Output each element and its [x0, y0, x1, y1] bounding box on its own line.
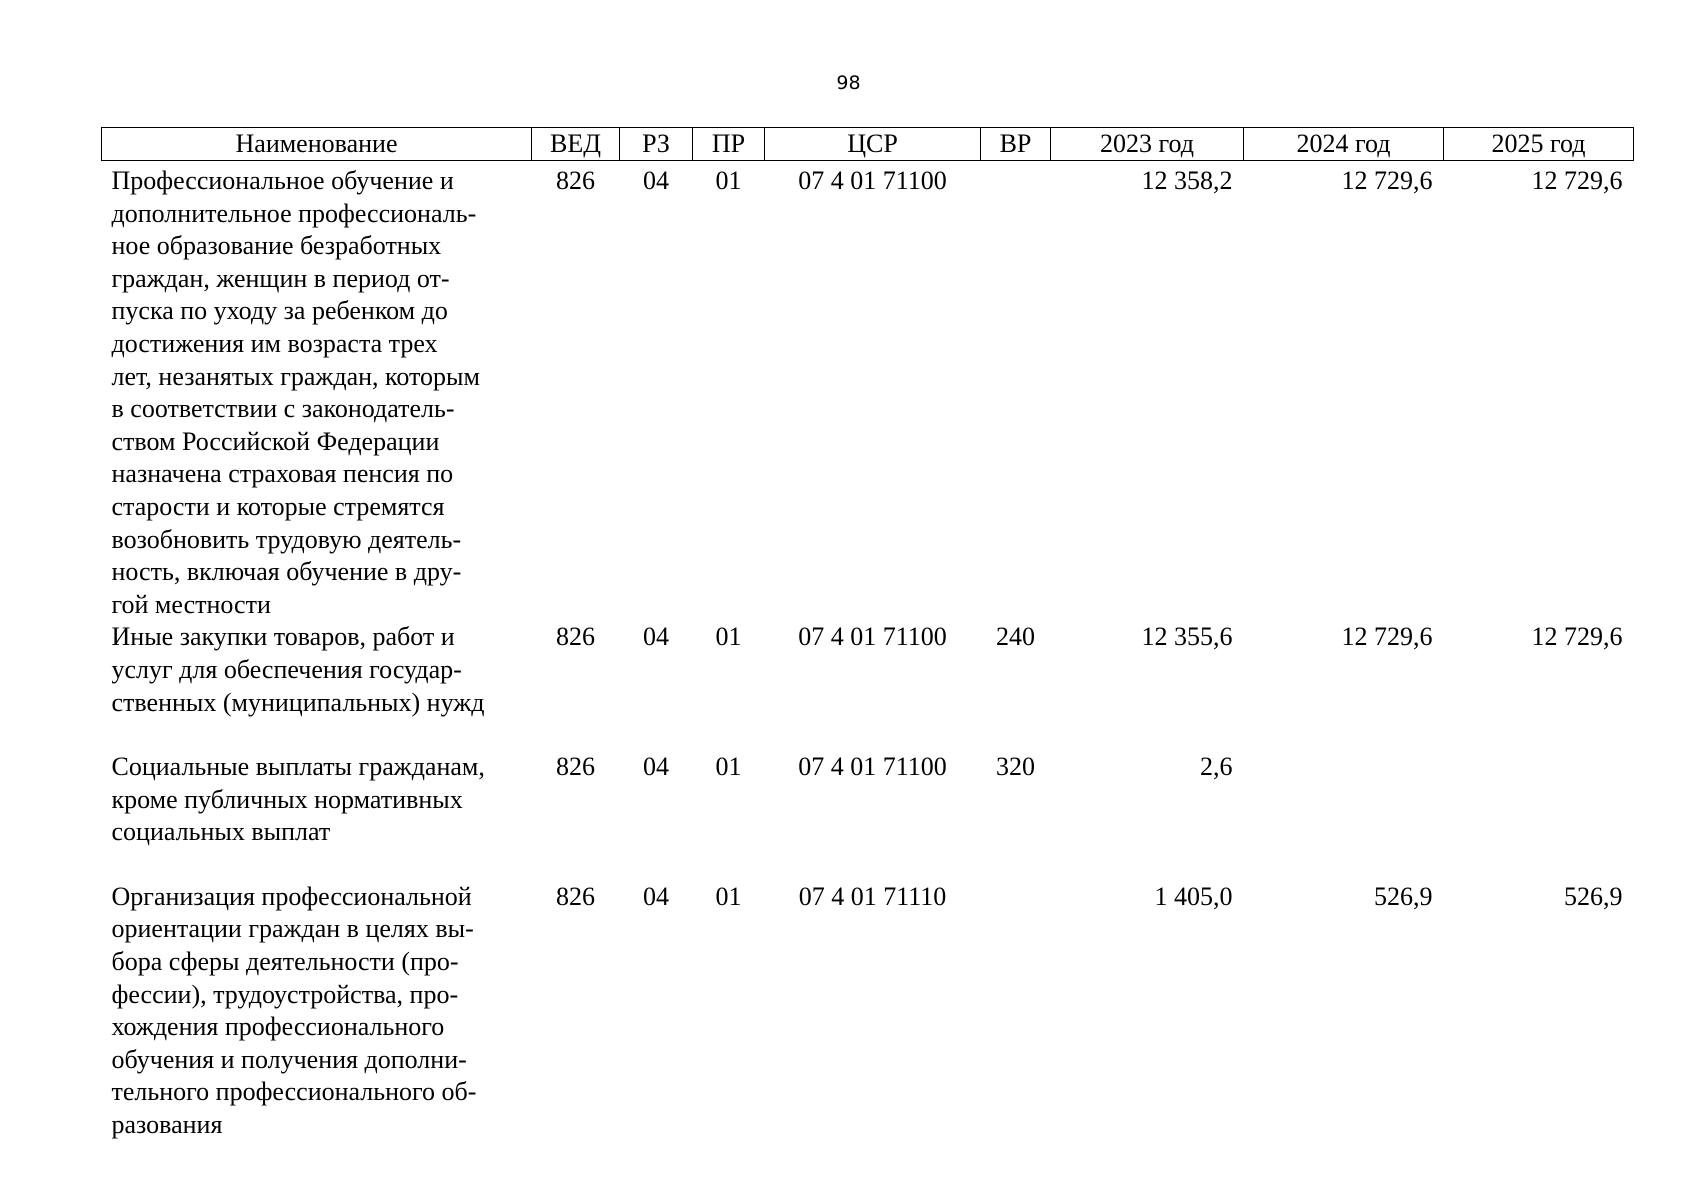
- row-name: [102, 621, 532, 751]
- budget-table: [101, 127, 1634, 1142]
- name-line: возобновить трудовую деятель-: [111, 524, 462, 554]
- name-line: хождения профессионального: [111, 1012, 445, 1042]
- cell-2023: 1 405,0: [1154, 881, 1233, 911]
- cell-2024: [1244, 751, 1444, 881]
- header-vr: ВР: [981, 128, 1051, 161]
- cell-2025: 526,9: [1564, 881, 1623, 911]
- cell-rz: 04: [643, 622, 669, 652]
- name-line: услуг для обеспечения государ-: [111, 654, 462, 684]
- page-number: 98: [836, 72, 861, 94]
- name-line: Социальные выплаты гражданам,: [111, 752, 485, 782]
- name-line: лет, незанятых граждан, которым: [111, 361, 480, 391]
- cell-vr: 240: [996, 622, 1035, 652]
- name-line: бора сферы деятельности (про-: [111, 947, 459, 977]
- name-line: тельного профессионального об-: [111, 1077, 477, 1107]
- name-line: фессии), трудоустройства, про-: [111, 979, 459, 1009]
- table-row: [102, 621, 1634, 751]
- name-line: ное образование безработных: [111, 231, 442, 261]
- name-line: достижения им возраста трех: [111, 328, 438, 358]
- name-line: социальных выплат: [111, 817, 331, 847]
- name-line: пуска по уходу за ребенком до: [111, 296, 448, 326]
- table-header-row: [102, 128, 1634, 161]
- cell-csr: 07 4 01 71110: [798, 881, 947, 911]
- cell-ved: 826: [556, 166, 595, 195]
- header-2025: 2025 год: [1444, 128, 1634, 161]
- cell-2025: [1444, 751, 1634, 881]
- cell-csr: 07 4 01 71100: [798, 752, 947, 782]
- cell-2024: 12 729,6: [1341, 622, 1433, 652]
- header-2023: 2023 год: [1051, 128, 1244, 161]
- name-line: ственных (муниципальных) нужд: [111, 687, 485, 717]
- name-line: разования: [111, 1110, 223, 1140]
- table-row: [102, 751, 1634, 881]
- cell-pr: 01: [715, 166, 742, 195]
- cell-csr: 07 4 01 71100: [798, 166, 947, 195]
- table-row: [102, 881, 1634, 1142]
- name-line: в соответствии с законодатель-: [111, 394, 455, 424]
- header-ved: ВЕД: [532, 128, 620, 161]
- cell-rz: 04: [643, 166, 669, 195]
- header-csr: ЦСР: [765, 128, 981, 161]
- cell-2025: 12 729,6: [1531, 166, 1623, 195]
- name-line: назначена страховая пенсия по: [111, 459, 454, 489]
- name-line: гой местности: [111, 589, 271, 619]
- name-line: Организация профессиональной: [111, 881, 472, 911]
- name-line: ством Российской Федерации: [111, 426, 440, 456]
- header-pr: ПР: [693, 128, 765, 161]
- cell-2025: 12 729,6: [1531, 622, 1623, 652]
- name-line: дополнительное профессиональ-: [111, 198, 477, 228]
- cell-pr: 01: [715, 881, 742, 911]
- cell-2023: 12 355,6: [1141, 622, 1233, 652]
- cell-2023: 2,6: [1200, 752, 1233, 782]
- cell-2024: 526,9: [1374, 881, 1433, 911]
- header-2024: 2024 год: [1244, 128, 1444, 161]
- row-name: [102, 161, 532, 622]
- cell-pr: 01: [715, 752, 742, 782]
- row-name: [102, 751, 532, 881]
- name-line: граждан, женщин в период от-: [111, 263, 450, 293]
- cell-ved: 826: [556, 752, 595, 782]
- cell-vr: [981, 161, 1051, 622]
- name-line: ориентации граждан в целях вы-: [111, 914, 474, 944]
- cell-2023: 12 358,2: [1141, 166, 1233, 195]
- cell-ved: 826: [556, 881, 595, 911]
- table-row: [102, 161, 1634, 622]
- cell-vr: [981, 881, 1051, 1142]
- name-line: обучения и получения дополни-: [111, 1044, 467, 1074]
- cell-2024: 12 729,6: [1341, 166, 1433, 195]
- name-line: Профессиональное обучение и: [111, 166, 454, 195]
- cell-rz: 04: [643, 881, 669, 911]
- name-line: ность, включая обучение в дру-: [111, 557, 462, 587]
- row-name: [102, 881, 532, 1142]
- header-rz: РЗ: [620, 128, 693, 161]
- cell-pr: 01: [715, 622, 742, 652]
- name-line: кроме публичных нормативных: [111, 784, 463, 814]
- cell-ved: 826: [556, 622, 595, 652]
- cell-csr: 07 4 01 71100: [798, 622, 947, 652]
- name-line: старости и которые стремятся: [111, 491, 445, 521]
- name-line: Иные закупки товаров, работ и: [111, 622, 455, 652]
- cell-rz: 04: [643, 752, 669, 782]
- header-name: Наименование: [102, 128, 532, 161]
- cell-vr: 320: [996, 752, 1035, 782]
